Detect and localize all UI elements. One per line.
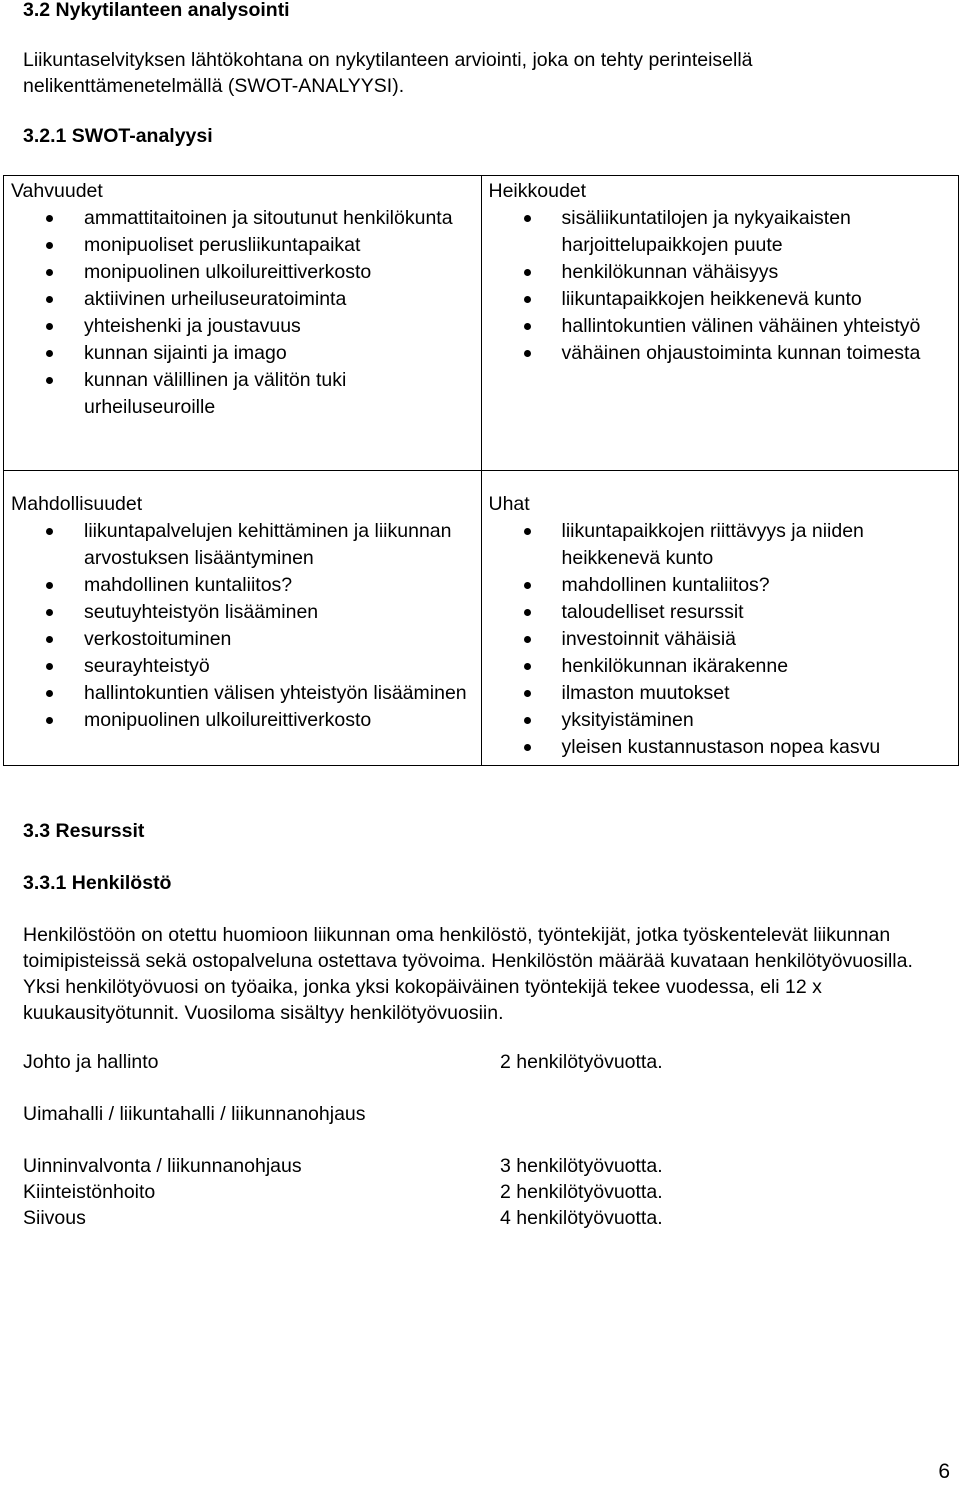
list-item: kunnan välillinen ja välitön tuki urheiluseuroille bbox=[84, 367, 475, 421]
list-item: yhteishenki ja joustavuus bbox=[84, 313, 475, 340]
list-item: liikuntapaikkojen riittävyys ja niiden heikkenevä kunto bbox=[562, 518, 953, 572]
list-item: monipuolinen ulkoilureittiverkosto bbox=[84, 259, 475, 286]
list-item: hallintokuntien välisen yhteistyön lisääminen bbox=[84, 680, 475, 707]
list-item: liikuntapaikkojen heikkenevä kunto bbox=[562, 286, 953, 313]
list-item: taloudelliset resurssit bbox=[562, 599, 953, 626]
list-item: ammattitaitoinen ja sitoutunut henkilökunta bbox=[84, 205, 475, 232]
list-item: sisäliikuntatilojen ja nykyaikaisten harjoittelupaikkojen puute bbox=[562, 205, 953, 259]
list-item: monipuoliset perusliikuntapaikat bbox=[84, 232, 475, 259]
staff-label-hall-group: Uimahalli / liikuntahalli / liikunnanohjaus bbox=[23, 1103, 366, 1125]
list-item: verkostoituminen bbox=[84, 626, 475, 653]
threats-list bbox=[489, 518, 953, 761]
list-item: monipuolinen ulkoilureittiverkosto bbox=[84, 707, 475, 734]
list-item: henkilökunnan vähäisyys bbox=[562, 259, 953, 286]
staff-label-supervision: Uinninvalvonta / liikunnanohjaus bbox=[23, 1155, 302, 1177]
subsection-heading: 3.2.1 SWOT-analyysi bbox=[23, 125, 213, 147]
list-item: kunnan sijainti ja imago bbox=[84, 340, 475, 367]
list-item: hallintokuntien välinen vähäinen yhteistyö bbox=[562, 313, 953, 340]
list-item: seutuyhteistyön lisääminen bbox=[84, 599, 475, 626]
opportunities-title: Mahdollisuudet bbox=[11, 493, 143, 515]
list-item: ilmaston muutokset bbox=[562, 680, 953, 707]
opportunities-list bbox=[11, 518, 475, 734]
staff-value-cleaning: 4 henkilötyövuotta. bbox=[500, 1207, 663, 1229]
staff-value-management: 2 henkilötyövuotta. bbox=[500, 1051, 663, 1073]
threats-cell bbox=[481, 471, 959, 766]
list-item: aktiivinen urheiluseuratoiminta bbox=[84, 286, 475, 313]
list-item: yleisen kustannustason nopea kasvu bbox=[562, 734, 953, 761]
list-item: mahdollinen kuntaliitos? bbox=[562, 572, 953, 599]
page-number: 6 bbox=[938, 1460, 950, 1483]
list-item: seurayhteistyö bbox=[84, 653, 475, 680]
opportunities-cell bbox=[4, 471, 482, 766]
staff-label-cleaning: Siivous bbox=[23, 1207, 86, 1229]
strengths-cell bbox=[4, 176, 482, 471]
staff-value-maintenance: 2 henkilötyövuotta. bbox=[500, 1181, 663, 1203]
list-item: investoinnit vähäisiä bbox=[562, 626, 953, 653]
swot-table bbox=[3, 175, 959, 766]
staff-paragraph: Henkilöstöön on otettu huomioon liikunnan oma henkilöstö, työntekijät, jotka työskentelevät liikunnan toimipisteissä sekä ostopalveluna ostettava työvoima. Henkilöstön määrää kuvataan henkilötyövuosilla. Yksi henkilötyövuosi on työaika, jonka yksi kokopäiväinen työntekijä tekee vuodessa, eli 12 x kuukausityötunnit. Vuosiloma sisältyy henkilötyövuosiin. bbox=[23, 924, 913, 1024]
list-item: liikuntapalvelujen kehittäminen ja liikunnan arvostuksen lisääntyminen bbox=[84, 518, 475, 572]
threats-title: Uhat bbox=[488, 493, 530, 515]
staff-heading: 3.3.1 Henkilöstö bbox=[23, 872, 172, 894]
list-item: henkilökunnan ikärakenne bbox=[562, 653, 953, 680]
intro-paragraph: Liikuntaselvityksen lähtökohtana on nykytilanteen arviointi, joka on tehty perinteisellä nelikenttämenetelmällä (SWOT-ANALYYSI). bbox=[23, 49, 753, 97]
strengths-title: Vahvuudet bbox=[11, 180, 103, 202]
strengths-list bbox=[11, 205, 475, 421]
list-item: yksityistäminen bbox=[562, 707, 953, 734]
list-item: vähäinen ohjaustoiminta kunnan toimesta bbox=[562, 340, 953, 367]
section-heading: 3.2 Nykytilanteen analysointi bbox=[23, 0, 290, 21]
weaknesses-list bbox=[489, 205, 953, 367]
staff-label-management: Johto ja hallinto bbox=[23, 1051, 159, 1073]
list-item: mahdollinen kuntaliitos? bbox=[84, 572, 475, 599]
weaknesses-cell bbox=[481, 176, 959, 471]
resources-heading: 3.3 Resurssit bbox=[23, 820, 145, 842]
weaknesses-title: Heikkoudet bbox=[488, 180, 587, 202]
staff-value-supervision: 3 henkilötyövuotta. bbox=[500, 1155, 663, 1177]
staff-label-maintenance: Kiinteistönhoito bbox=[23, 1181, 156, 1203]
